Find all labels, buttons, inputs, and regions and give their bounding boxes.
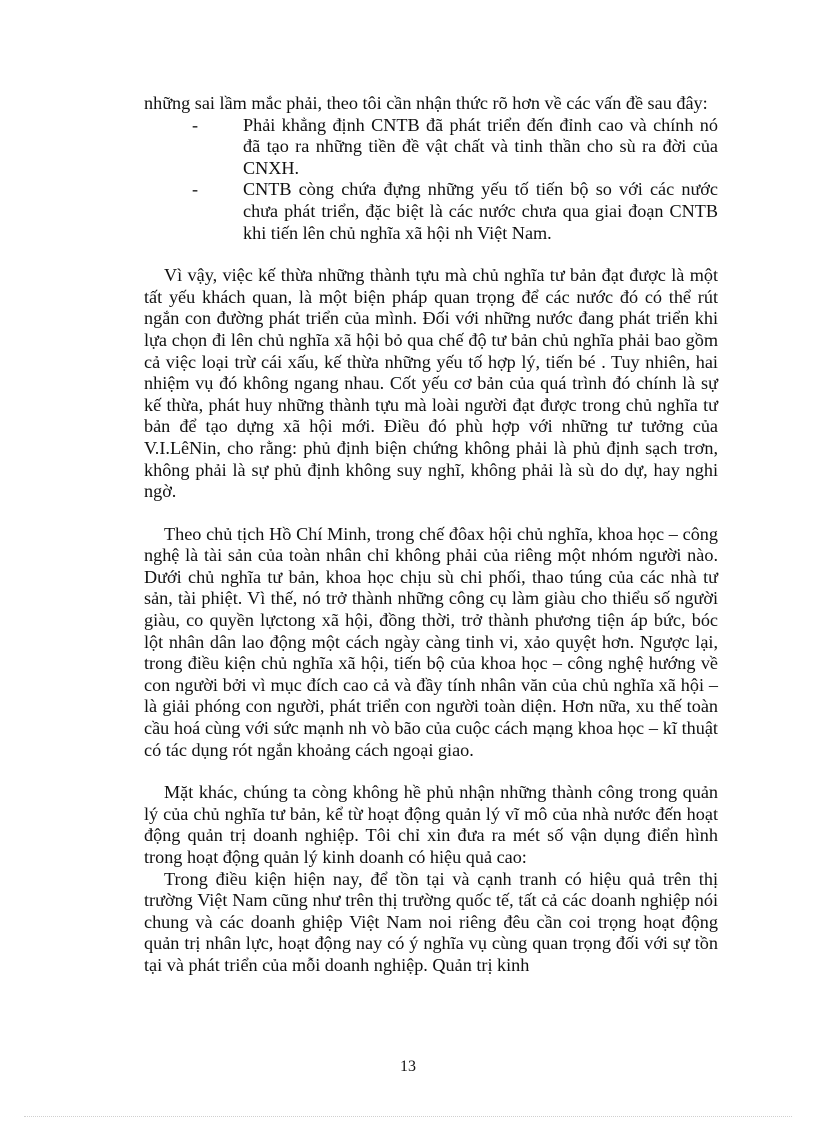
paragraph-ho-chi-minh: Theo chủ tịch Hồ Chí Minh, trong chế đôax hội chủ nghĩa, khoa học – công nghệ là tài sản của toàn nhân chỉ không phải của riêng một nhóm người nào. Dưới chủ nghĩa tư bản, khoa học chịu sù chi phối, thao túng của các nhà tư sản, tài phiệt. Vì thế, nó trở thành những công cụ làm giàu cho thiểu số người giàu, co quyền lựctong xã hội, đồng thời, trở thành phương tiện áp bức, bóc lột nhân dân lao động một cách ngày càng tinh vi, xảo quyệt hơn. Ngược lại, trong điều kiện chủ nghĩa xã hội, tiến bộ của khoa học – công nghệ hướng về con người bởi vì mục đích cao cả và đầy tính nhân văn của chủ nghĩa xã hội – là giải phóng con người, phát triển con người toàn diện. Hơn nữa, xu thế toàn cầu hoá cùng với sức mạnh nh vò bão của cuộc cách mạng khoa học – kĩ thuật có tác dụng rót ngắn khoảng cách ngoại giao. xyxy=(144,523,718,760)
bullet-dash-icon: - xyxy=(192,114,199,135)
page-number: 13 xyxy=(400,1058,416,1075)
paragraph-management: Mặt khác, chúng ta còng không hề phủ nhận những thành công trong quản lý của chủ nghĩa tư bản, kể từ hoạt động quản lý vĩ mô của nhà nước đến hoạt động quản trị doanh nghiệp. Tôi chỉ xin đưa ra mét số vận dụng điển hình trong hoạt động quản lý kinh doanh có hiệu quả cao: xyxy=(144,782,718,867)
paragraph-hr-management: Trong điều kiện hiện nay, để tồn tại và cạnh tranh có hiệu quả trên thị trường Việt Nam cũng như trên thị trường quốc tế, tất cả các doanh nghiệp nói chung và các doanh ghiệp Việt Nam noi riêng đêu cần coi trọng hoạt động quản trị nhân lực, hoạt động nay có ý nghĩa vụ cùng quan trọng đối với sự tồn tại và phát triển của mỗi doanh nghiệp. Quản trị kinh xyxy=(144,868,718,975)
bullet-item-1 xyxy=(144,115,718,180)
bullet-dash-icon: - xyxy=(192,179,199,200)
bullet-item-2 xyxy=(144,179,718,244)
bullet-text-2: CNTB còng chứa đựng những yếu tố tiến bộ so với các nước chưa phát triển, đặc biệt là các nước chưa qua giai đoạn CNTB khi tiến lên chủ nghĩa xã hội nh Việt Nam. xyxy=(243,179,718,243)
footer-divider xyxy=(24,1116,792,1117)
document-body xyxy=(144,93,718,977)
bullet-text-1: Phải khẳng định CNTB đã phát triển đến đỉnh cao và chính nó đã tạo ra những tiền đề vật chất và tinh thần cho sù ra đời của CNXH. xyxy=(243,114,718,178)
paragraph-inheritance: Vì vậy, việc kế thừa những thành tựu mà chủ nghĩa tư bản đạt được là một tất yếu khách quan, là một biện pháp quan trọng để các nước đó có thể rút ngắn con đường phát triển của mình. Đối với những nước đang phát triển khi lựa chọn đi lên chủ nghĩa xã hội bỏ qua chế độ tư bản chủ nghĩa phải bao gồm cả việc loại trừ cái xấu, kế thừa những yếu tố hợp lý, tiến bé . Tuy nhiên, hai nhiệm vụ đó không ngang nhau. Cốt yếu cơ bản của quá trình đó chính là sự kế thừa, phát huy những thành tựu mà loài người đạt được trong chủ nghĩa tư bản để tạo dựng xã hội mới. Điều đó phù hợp với những tư tưởng của V.I.LêNin, cho rằng: phủ định biện chứng không phải là phủ định sạch trơn, không phải là sự phủ định không suy nghĩ, không phải là sù do dự, hay nghi ngờ. xyxy=(144,265,718,502)
intro-paragraph: những sai lầm mắc phải, theo tôi cần nhận thức rõ hơn về các vấn đề sau đây: xyxy=(144,93,708,113)
